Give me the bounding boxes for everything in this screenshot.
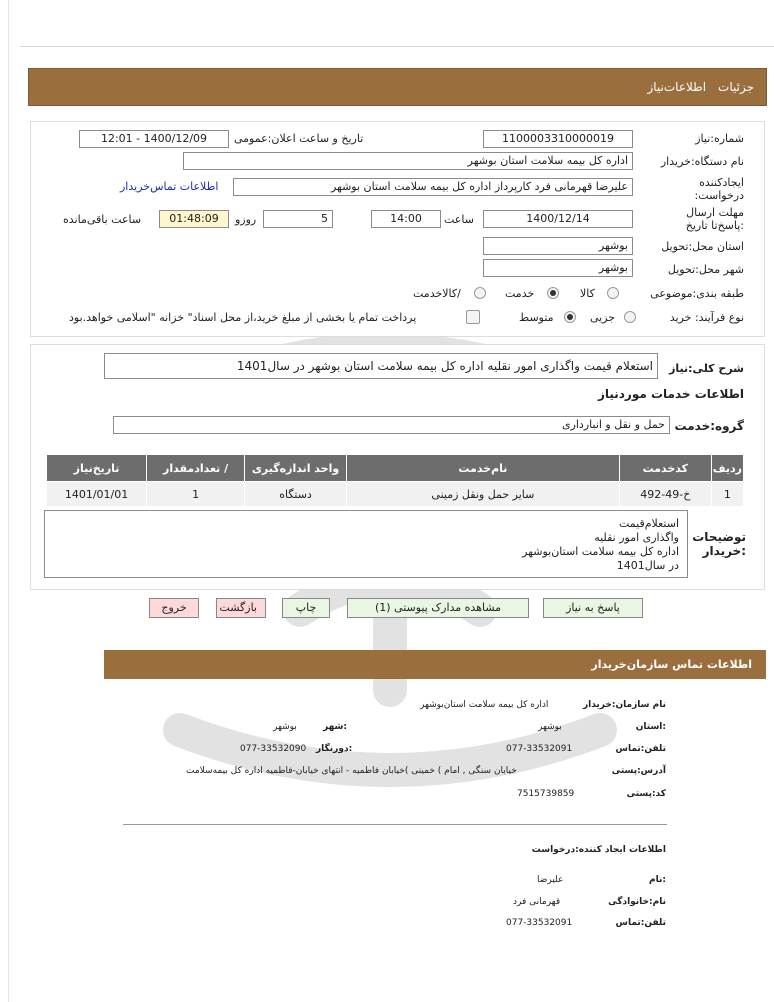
table-row [47,482,744,507]
creator-family-value: قهرمانی فرد [513,897,561,907]
section-divider [123,824,667,825]
contact-section-header [104,650,766,679]
creator-phone-value: 077-33532091 [506,918,573,928]
days-field: 5 [263,210,333,228]
announce-field: 1400/12/09 - 12:01 [79,130,229,148]
deadline-time-field: 14:00 [371,210,441,228]
contact-fax-label: :دورنگار [316,744,353,754]
city-label: شهر محل:تحویل [667,263,744,276]
cell-row: 1 [711,482,743,507]
creator-name-value: علیرضا [537,875,564,885]
category-option-goods: کالا [580,287,595,300]
treasury-payment-checkbox[interactable] [466,310,480,324]
cell-need-date: 1401/01/01 [47,482,147,507]
col-quantity: / تعدادمقدار [147,455,245,482]
city-field: بوشهر [483,259,633,277]
contact-province-label: :استان [635,722,666,732]
province-label: استان محل:تحویل [661,240,744,253]
contact-fax-value: 077-33532090 [240,744,307,754]
contact-phone-value: 077-33532091 [506,744,573,754]
creator-name-label: :نام [649,875,666,885]
contact-buyer-link[interactable]: اطلاعات تماس‌خریدار [120,180,219,193]
services-table-wrap [46,454,744,507]
category-radio-goods-service[interactable] [474,287,486,299]
contact-section-title: اطلاعات تماس سازمان‌خریدار [591,658,752,671]
col-service-name: نام‌خدمت [346,455,619,482]
buyer-notes-line: در سال1401 [616,559,679,572]
buyer-notes-box [44,510,688,578]
reply-button[interactable]: پاسخ به نیاز [543,598,643,618]
deadline-time-label: ساعت [444,213,474,226]
buyer-org-field: اداره کل بیمه سلامت استان بوشهر [183,152,633,170]
creator-phone-label: تلفن:تماس [615,918,666,928]
category-label: طبقه بندی:موضوعی [650,287,744,300]
buyer-org-label: نام دستگاه:خریدار [660,155,744,168]
left-border [8,0,9,1002]
deadline-label: مهلت ارسال :پاسخ‌تا تاریخ [685,206,744,232]
col-service-code: کدخدمت [619,455,711,482]
col-need-date: تاریخ‌نیاز [47,455,147,482]
buyer-notes-label: توضیحات :خریدار [692,530,746,558]
contact-org-label: نام سازمان:خریدار [582,700,666,710]
service-group-label: گروه:خدمت [674,419,744,433]
exit-button[interactable]: خروج [149,598,199,618]
category-option-goods-service: /کالاخدمت [413,287,461,300]
process-option-medium: متوسط [519,311,554,324]
province-field: بوشهر [483,237,633,255]
creator-info-title: اطلاعات ایجاد کننده:درخواست [531,845,666,855]
need-number-label: شماره:نیاز [695,132,744,145]
top-divider [20,46,774,47]
cell-quantity: 1 [147,482,245,507]
tab-need-info[interactable]: اطلاعات‌نیاز [647,80,707,94]
col-unit: واحد اندازه‌گیری [245,455,347,482]
contact-org-value: اداره کل بیمه سلامت استان‌بوشهر [420,700,549,710]
contact-address-value: خیابان سنگی , امام ) خمینی )خیابان فاطمیه - انتهای خیابان-فاطمیه اداره کل بیمه‌سلامت [186,766,517,776]
need-number-field: 1100003310000019 [483,130,633,148]
category-radio-service[interactable] [547,287,559,299]
attachments-button[interactable]: مشاهده مدارک پیوستی (1) [347,598,529,618]
col-row: ردیف [711,455,743,482]
contact-province-value: بوشهر [538,722,562,732]
page-header [28,68,767,106]
process-radio-minor[interactable] [624,311,636,323]
buyer-notes-line: اداره کل بیمه سلامت استان‌بوشهر [522,545,679,558]
treasury-payment-note: پرداخت تمام یا بخشی از مبلغ خرید،از محل اسناد" خزانه "اسلامی خواهد.بود [69,311,417,324]
general-description-field: استعلام قیمت واگذاری امور نقلیه اداره کل بیمه سلامت استان بوشهر در سال1401 [104,353,658,379]
remaining-time-label: ساعت باقی‌مانده [63,213,142,226]
creator-family-label: نام:خانوادگی [608,897,666,907]
contact-postal-value: 7515739859 [517,789,575,799]
cell-service-name: سایر حمل ونقل زمینی [346,482,619,507]
cell-service-code: خ-49-492 [619,482,711,507]
creator-field: علیرضا قهرمانی فرد کارپرداز اداره کل بیمه سلامت استان بوشهر [233,178,633,196]
days-label: روزو [235,213,257,226]
category-option-service: خدمت [505,287,535,300]
announce-label: تاریخ و ساعت اعلان:عمومی [234,132,364,145]
general-description-label: شرح کلی:نیاز [669,362,744,375]
back-button[interactable]: بازگشت [216,598,266,618]
print-button[interactable]: چاپ [282,598,330,618]
services-table [46,454,744,507]
buyer-notes-line: استعلام‌قیمت [618,517,679,530]
category-radio-goods[interactable] [607,287,619,299]
contact-city-label: :شهر [323,722,347,732]
process-label: نوع فرآیند: خرید [669,311,744,324]
remaining-time-field: 01:48:09 [159,210,229,228]
creator-label: ایجادکننده درخواست: [694,176,744,202]
process-radio-medium[interactable] [564,311,576,323]
tab-details[interactable]: جزئیات [718,80,754,94]
contact-city-value: بوشهر [273,722,297,732]
contact-phone-label: تلفن:تماس [615,744,666,754]
contact-postal-label: کد:پستی [626,789,666,799]
service-group-field: حمل و نقل و انبارداری [113,416,670,434]
services-title: اطلاعات خدمات موردنیاز [597,387,744,401]
process-option-minor: جزیی [590,311,616,324]
deadline-date-field: 1400/12/14 [483,210,633,228]
cell-unit: دستگاه [245,482,347,507]
contact-address-label: آدرس:پستی [611,766,666,776]
buyer-notes-line: واگذاری امور نقلیه [594,531,679,544]
